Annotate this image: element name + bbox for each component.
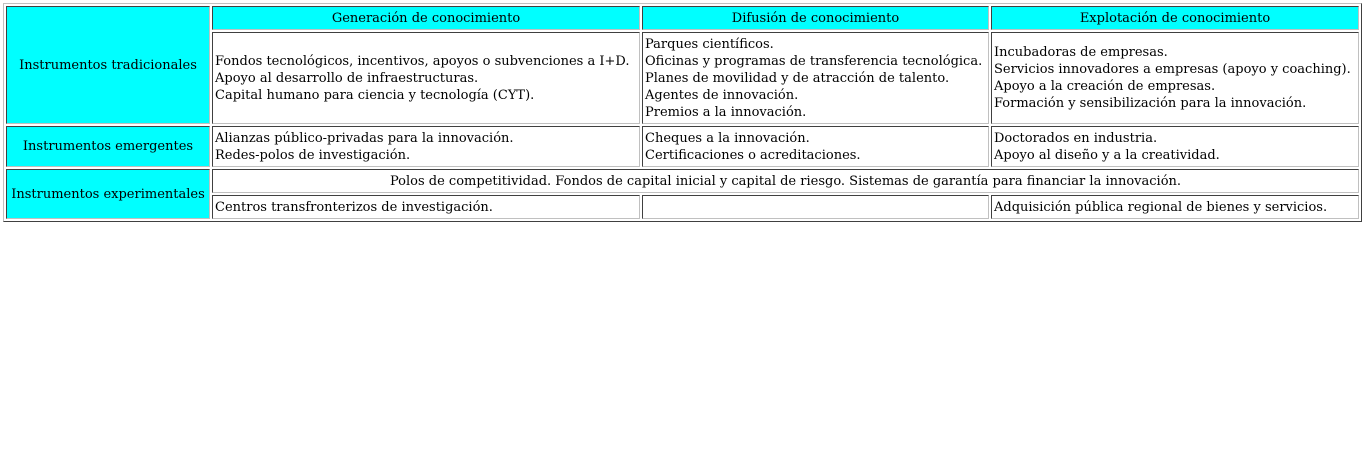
header-generacion: Generación de conocimiento <box>212 6 640 30</box>
cell-line: Apoyo al desarrollo de infraestructuras. <box>215 70 479 86</box>
cell-line: Capital humano para ciencia y tecnología (CYT). <box>215 87 535 103</box>
cell-line: Agentes de innovación. <box>645 87 799 103</box>
cell-tradicionales-generacion <box>212 32 640 124</box>
cell-emergentes-explotacion <box>991 126 1359 167</box>
cell-line: Redes-polos de investigación. <box>215 147 411 163</box>
cell-line: Certificaciones o acreditaciones. <box>645 147 861 163</box>
row-label-emergentes: Instrumentos emergentes <box>6 126 210 167</box>
cell-line: Apoyo al diseño y a la creatividad. <box>994 147 1220 163</box>
table-row <box>6 169 1359 193</box>
table-row <box>6 126 1359 167</box>
cell-experimentales-span: Polos de competitividad. Fondos de capital inicial y capital de riesgo. Sistemas de garantía para financiar la innovación. <box>212 169 1359 193</box>
cell-line: Apoyo a la creación de empresas. <box>994 79 1216 94</box>
cell-experimentales-difusion <box>642 195 989 219</box>
cell-line: Adquisición pública regional de bienes y servicios. <box>994 199 1328 215</box>
cell-line: Planes de movilidad y de atracción de talento. <box>645 70 950 86</box>
cell-line: Fondos tecnológicos, incentivos, apoyos o subvenciones a I+D. <box>215 53 630 69</box>
row-label-experimentales: Instrumentos experimentales <box>6 169 210 219</box>
header-row <box>6 6 1359 30</box>
cell-line: Oficinas y programas de transferencia tecnológica. <box>645 53 983 69</box>
cell-line: Centros transfronterizos de investigación. <box>215 199 493 215</box>
cell-line: Doctorados en industria. <box>994 130 1158 146</box>
cell-line: Incubadoras de empresas. <box>994 45 1168 60</box>
header-difusion: Difusión de conocimiento <box>642 6 989 30</box>
cell-line: Parques científicos. <box>645 36 774 52</box>
header-explotacion: Explotación de conocimiento <box>991 6 1359 30</box>
cell-tradicionales-explotacion <box>991 32 1359 124</box>
cell-emergentes-generacion <box>212 126 640 167</box>
cell-line: Servicios innovadores a empresas (apoyo y coaching). <box>994 62 1351 77</box>
cell-experimentales-explotacion <box>991 195 1359 219</box>
cell-tradicionales-difusion <box>642 32 989 124</box>
cell-emergentes-difusion <box>642 126 989 167</box>
cell-experimentales-generacion <box>212 195 640 219</box>
cell-line: Cheques a la innovación. <box>645 130 810 146</box>
innovation-instruments-table <box>3 3 1362 222</box>
row-label-tradicionales: Instrumentos tradicionales <box>6 6 210 124</box>
cell-line: Premios a la innovación. <box>645 104 807 120</box>
cell-line: Alianzas público-privadas para la innovación. <box>215 130 514 146</box>
cell-line: Formación y sensibilización para la innovación. <box>994 96 1307 111</box>
